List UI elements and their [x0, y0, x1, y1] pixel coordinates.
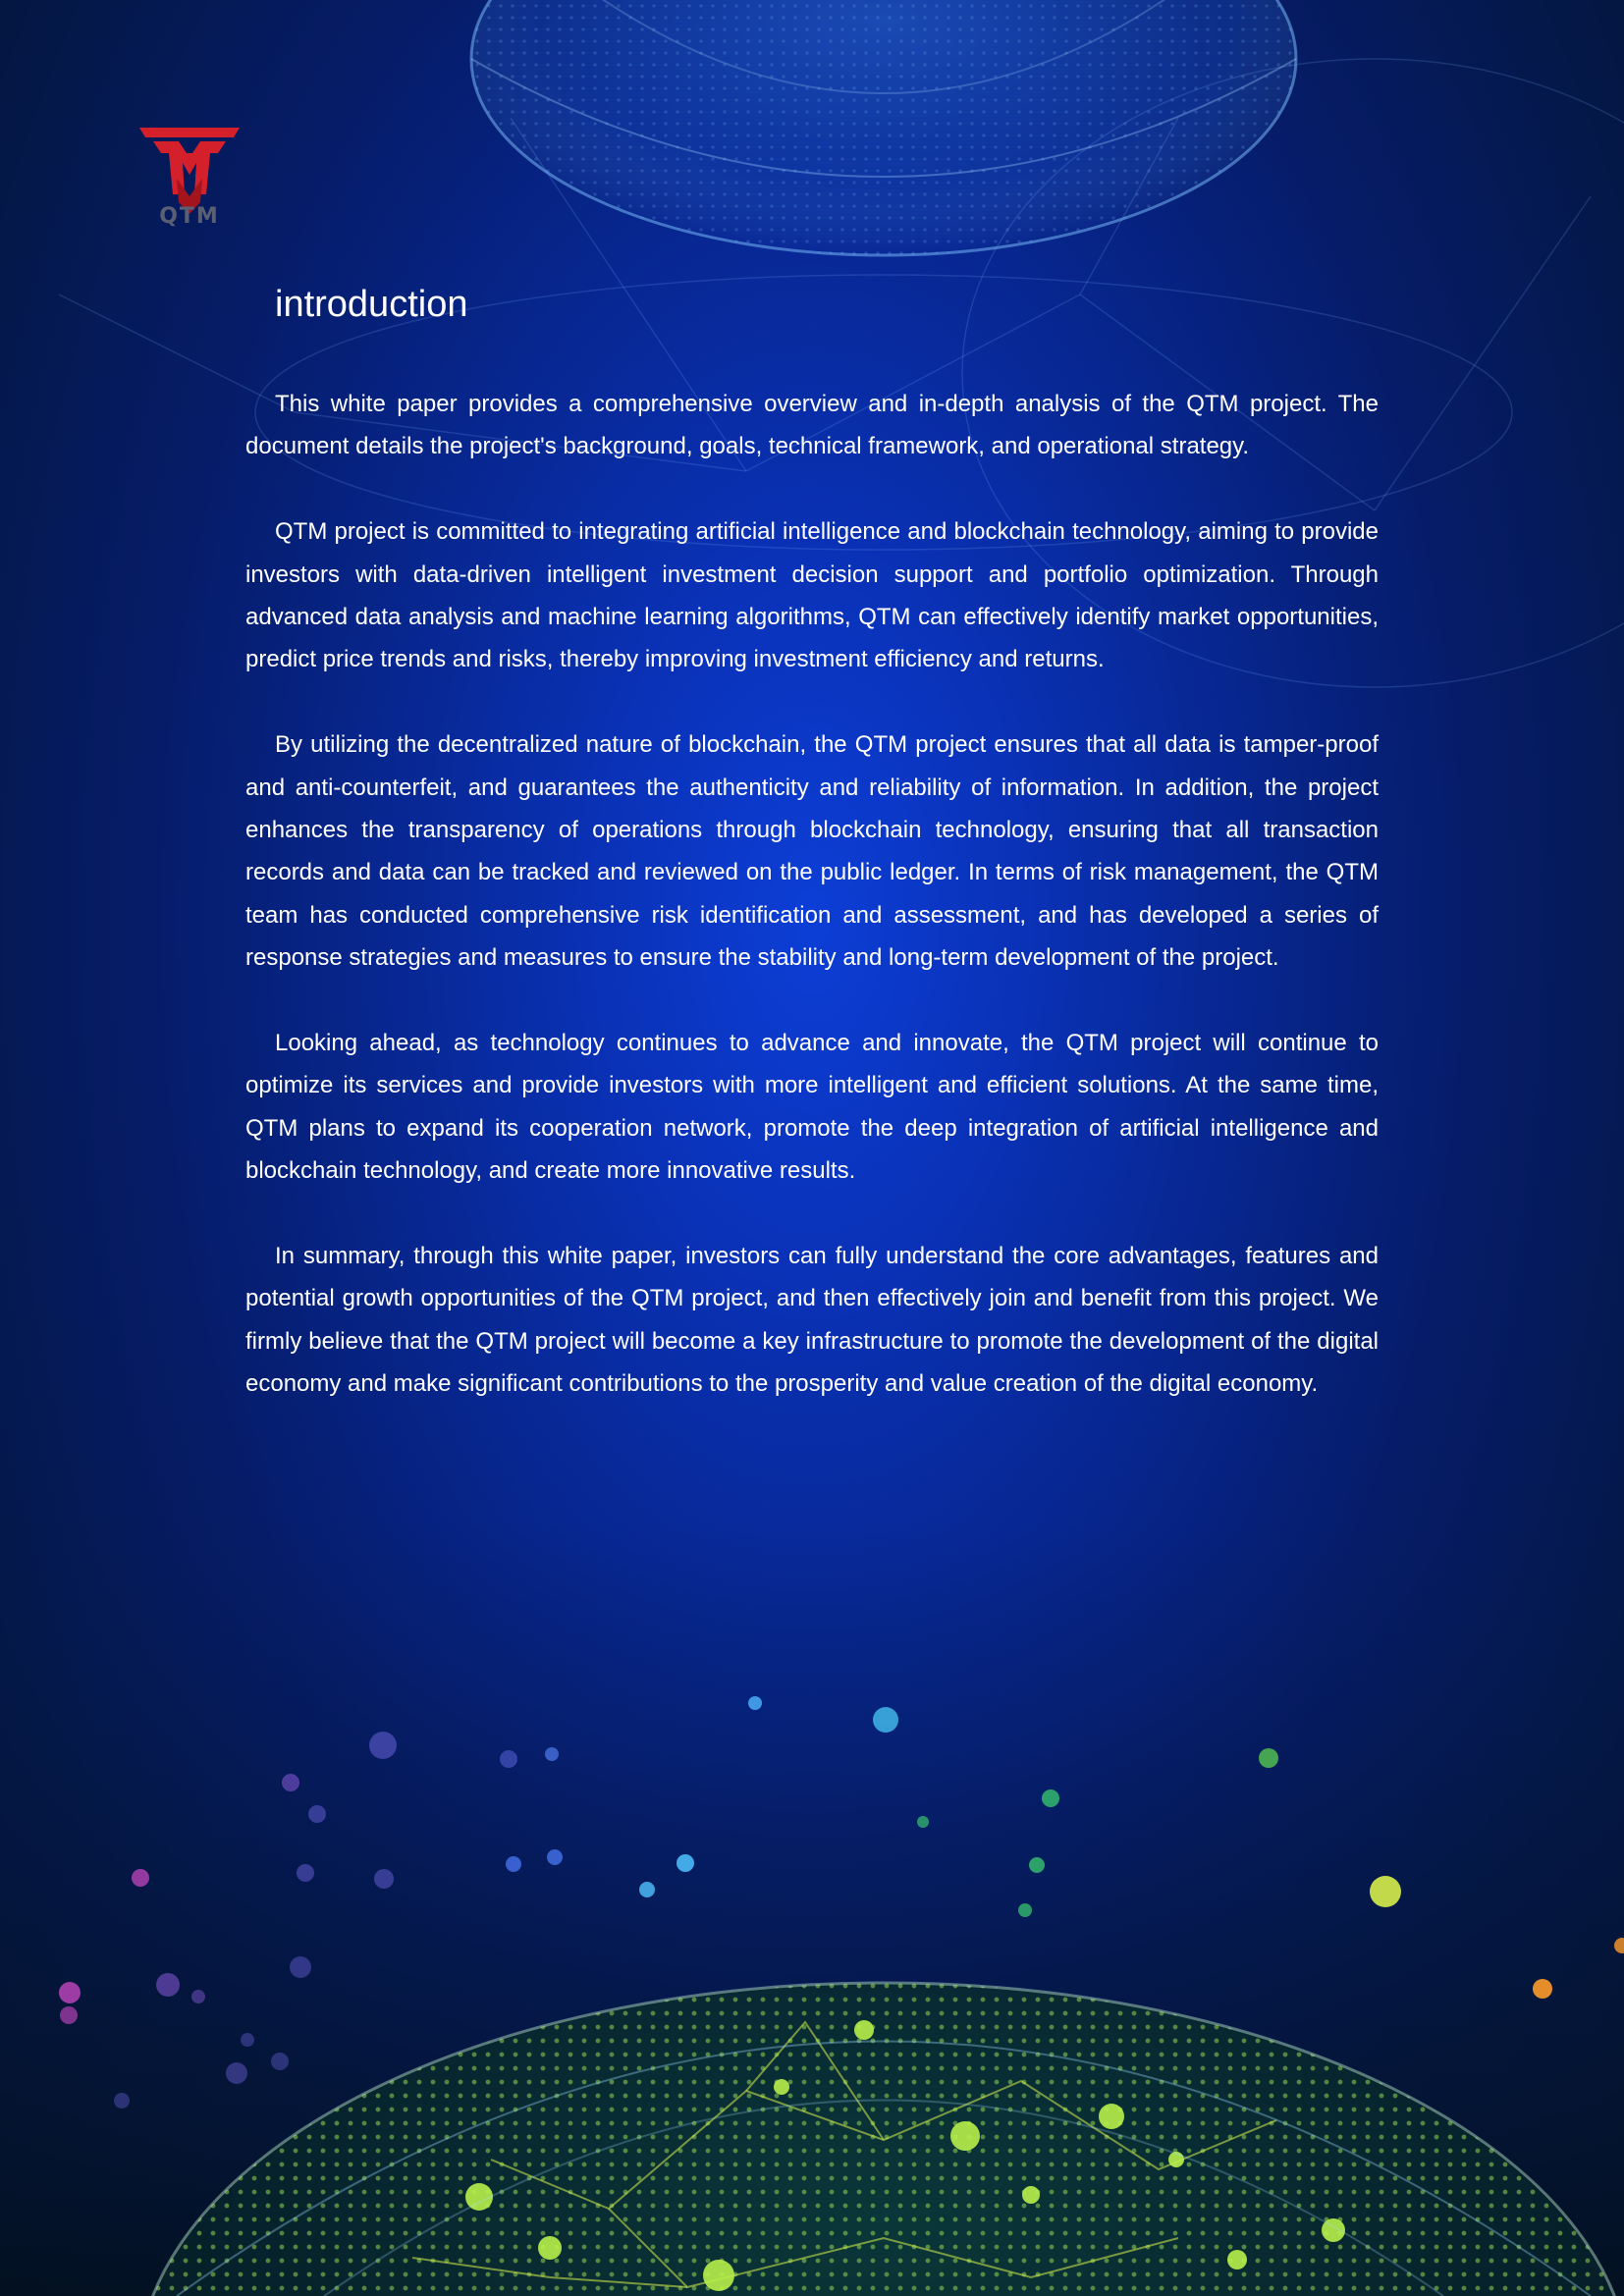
paragraph-4: Looking ahead, as technology continues to advance and innovate, the QTM project will continue to optimize its services and provide investors with more intelligent and efficient solutions. At the same time, QTM plans to expand its cooperation network, promote the deep integration of artificial intelligence and blockchain technology, and create more innovative results. [245, 1030, 1379, 1185]
paragraph-list [245, 383, 1379, 1406]
logo-wordmark: QTM [159, 204, 220, 229]
document-body [245, 275, 1379, 1406]
paragraph-1: This white paper provides a comprehensive overview and in-depth analysis of the QTM project. The document details the project's background, goals, technical framework, and operational strategy. [245, 391, 1379, 460]
paragraph-2: QTM project is committed to integrating artificial intelligence and blockchain technology, aiming to provide investors with data-driven intelligent investment decision support and portfolio optimization. Through advanced data analysis and machine learning algorithms, QTM can effectively identify market opportunities, predict price trends and risks, thereby improving investment efficiency and returns. [245, 518, 1379, 673]
paragraph-5: In summary, through this white paper, investors can fully understand the core advantages, features and potential growth opportunities of the QTM project, and then effectively join and benefit from this project. We firmly believe that the QTM project will become a key infrastructure to promote the development of the digital economy and make significant contributions to the prosperity and value creation of the digital economy. [245, 1243, 1379, 1398]
section-title: introduction [275, 284, 468, 325]
paragraph-3: By utilizing the decentralized nature of blockchain, the QTM project ensures that all data is tamper-proof and anti-counterfeit, and guarantees the authenticity and reliability of information. In addition, the project enhances the transparency of operations through blockchain technology, ensuring that all transaction records and data can be tracked and reviewed on the public ledger. In terms of risk management, the QTM team has conducted comprehensive risk identification and assessment, and has developed a series of response strategies and measures to ensure the stability and long-term development of the project. [245, 731, 1379, 972]
